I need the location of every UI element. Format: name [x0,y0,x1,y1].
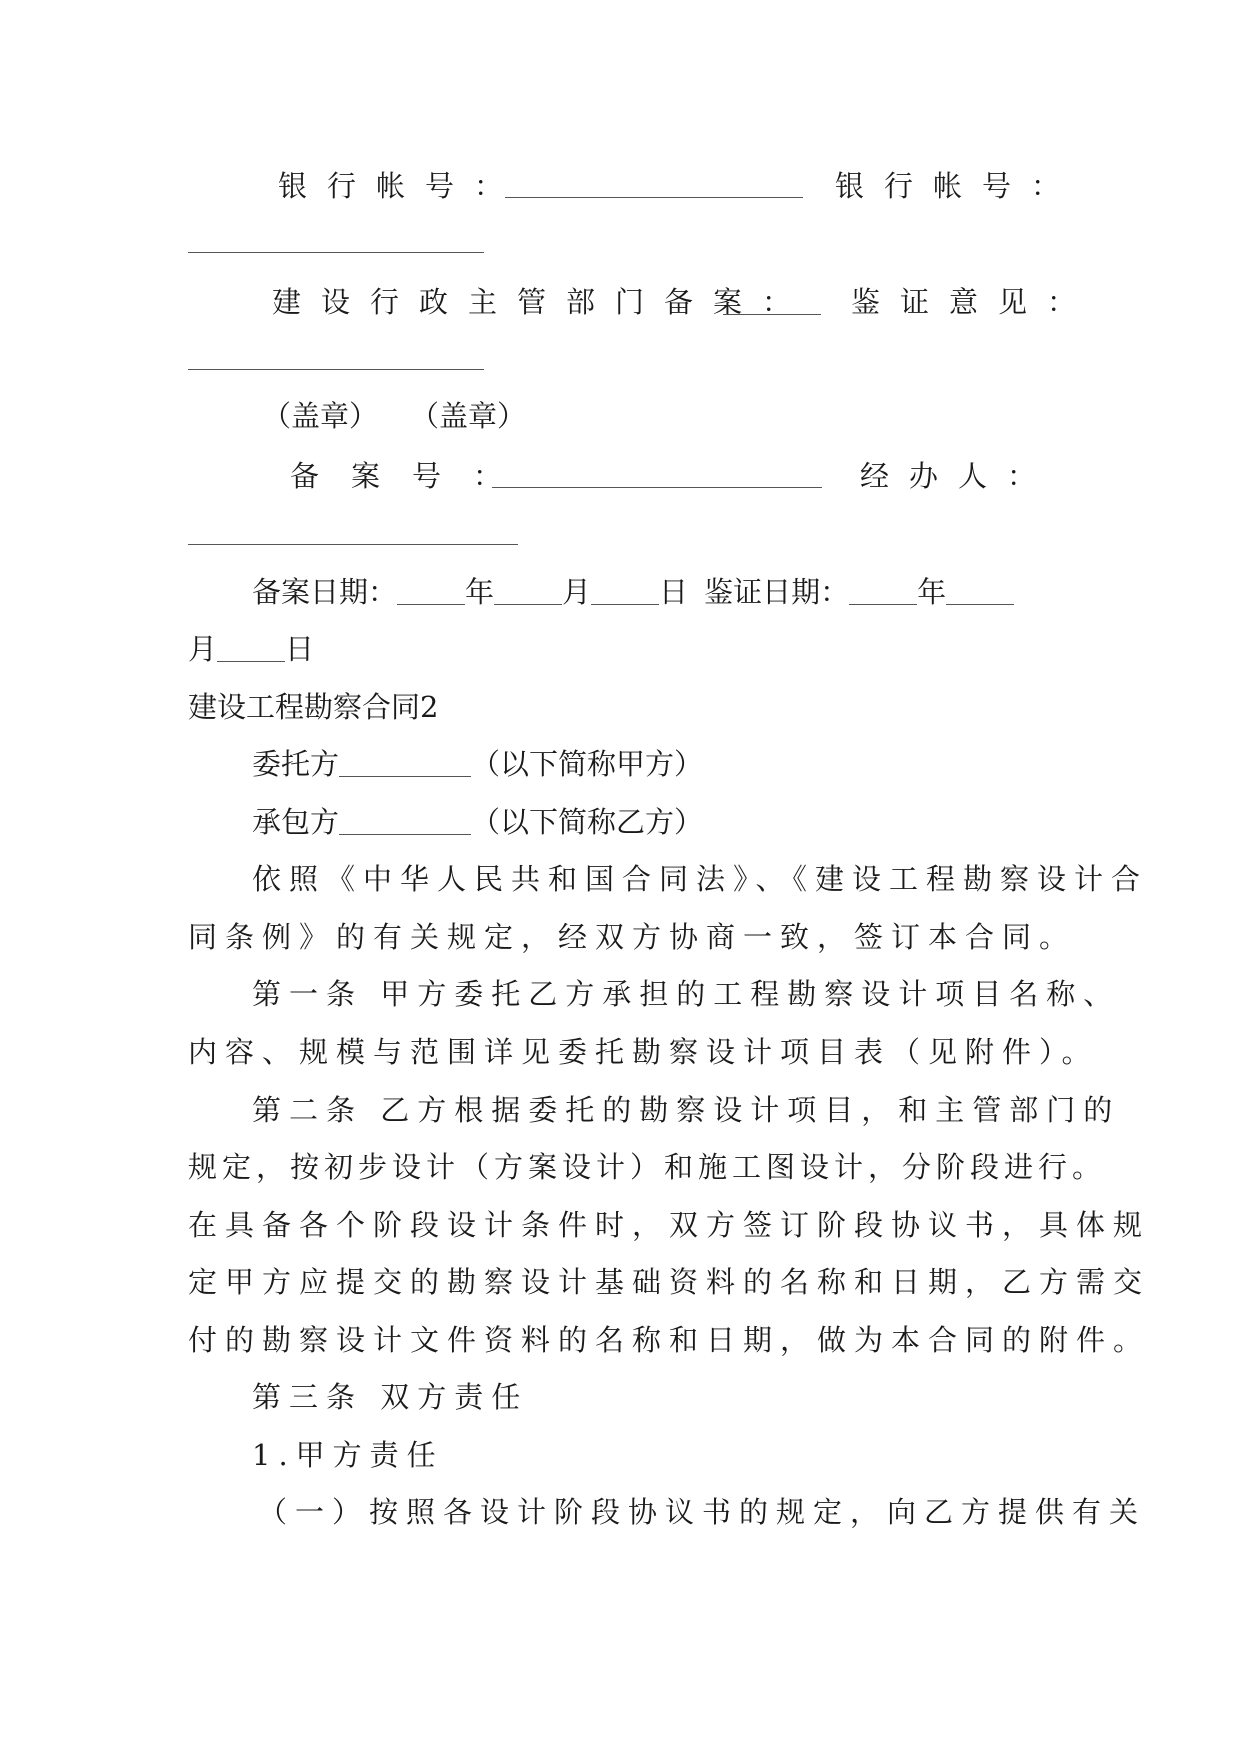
seal-b: （盖章） [410,399,527,433]
filing-month-char: 月 [562,575,592,609]
filing-label: 建设行政主管部门备案： [272,285,812,319]
handler-blank [188,544,518,545]
filing-date-label: 备案日期： [252,575,398,609]
contractor-label: 承包方 [252,805,340,839]
seal-a: （盖章） [262,399,379,433]
client-line [252,744,703,784]
filing-no-blank [492,487,822,488]
verify-date-label: 鉴证日期： [704,575,850,609]
verify-year-char: 年 [917,575,947,609]
contractor-blank [339,810,471,835]
verify-month-char: 月 [188,632,218,666]
verify-day-blank [217,637,285,662]
verify-month-blank [946,580,1014,605]
filing-year-blank [397,580,465,605]
client-note: （以下简称甲方） [471,747,704,781]
body-line: 规定，按初步设计（方案设计）和施工图设计，分阶段进行。 [188,1150,1107,1184]
contract-title: 建设工程勘察合同2 [188,690,439,724]
bank-account-blank-b [188,252,484,253]
body-line: 付的勘察设计文件资料的名称和日期，做为本合同的附件。 [188,1323,1151,1357]
filing-day-char: 日 [659,575,689,609]
filing-year-char: 年 [465,575,495,609]
body-line: 定甲方应提交的勘察设计基础资料的名称和日期，乙方需交 [188,1265,1151,1299]
date-line-continued [188,629,314,669]
party-a-duty-heading: 1.甲方责任 [252,1438,444,1472]
client-label: 委托方 [252,747,340,781]
body-line: 在具备各个阶段设计条件时，双方签订阶段协议书，具体规 [188,1208,1151,1242]
bank-account-label-b: 银行帐号： [835,169,1081,203]
filing-blank [723,314,821,315]
contractor-line [252,802,703,842]
filing-month-blank [494,580,562,605]
verification-blank [188,369,484,370]
handler-label: 经办人： [860,459,1057,493]
bank-account-label-a: 银行帐号： [278,169,524,203]
article-2-line: 第二条 乙方根据委托的勘察设计项目，和主管部门的 [252,1093,1121,1127]
date-line [252,572,1014,612]
body-line: 同条例》的有关规定，经双方协商一致，签订本合同。 [188,920,1077,954]
body-line: （一）按照各设计阶段协议书的规定，向乙方提供有关 [258,1495,1147,1529]
verify-day-char: 日 [285,632,315,666]
bank-account-blank-a [505,197,803,198]
client-blank [339,752,471,777]
filing-day-blank [591,580,659,605]
verify-year-blank [849,580,917,605]
verification-label: 鉴证意见： [851,285,1097,319]
filing-no-label: 备案号： [290,459,535,493]
contractor-note: （以下简称乙方） [471,805,704,839]
body-line: 依照《中华人民共和国合同法》、《建设工程勘察设计合 [252,862,1149,896]
article-3-heading: 第三条 双方责任 [252,1380,529,1414]
body-line: 内容、规模与范围详见委托勘察设计项目表（见附件）。 [188,1035,1099,1069]
article-1-line: 第一条 甲方委托乙方承担的工程勘察设计项目名称、 [252,977,1121,1011]
